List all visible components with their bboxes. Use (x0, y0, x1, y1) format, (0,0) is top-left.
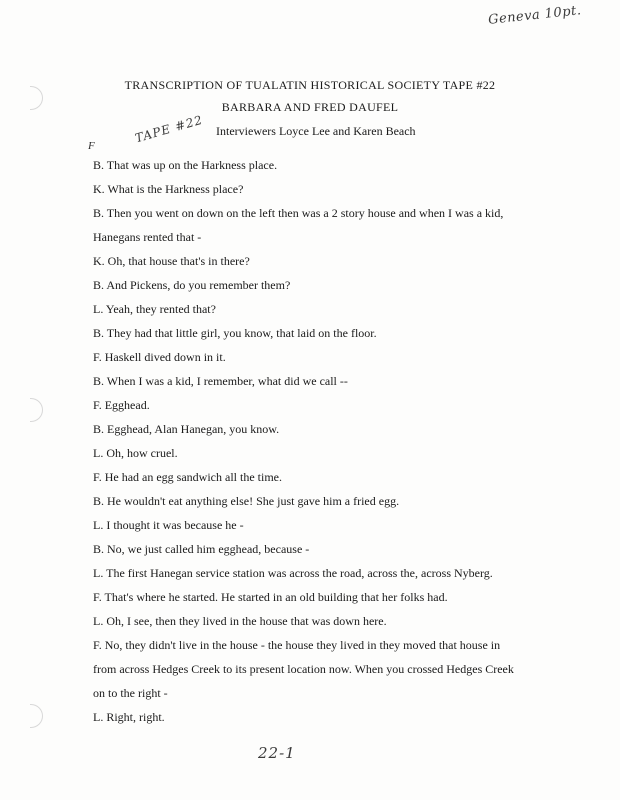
transcript-line: B. That was up on the Harkness place. (93, 158, 278, 172)
transcript-line: K. What is the Harkness place? (93, 182, 244, 196)
transcript-body (93, 153, 583, 729)
transcript-line: L. Oh, how cruel. (93, 446, 178, 460)
transcript-line: L. The first Hanegan service station was across the road, across the, across Nyberg. (93, 566, 493, 580)
interviewee-names: BARBARA AND FRED DAUFEL (221, 100, 399, 114)
transcript-line: F. Haskell dived down in it. (93, 350, 226, 364)
transcript-line: B. When I was a kid, I remember, what did we call -- (93, 374, 348, 388)
punch-hole (30, 398, 43, 422)
transcript-line: F. Egghead. (93, 398, 150, 412)
transcript-line: K. Oh, that house that's in there? (93, 254, 250, 268)
transcript-line: B. He wouldn't eat anything else! She just gave him a fried egg. (93, 494, 400, 508)
transcript-line: L. Yeah, they rented that? (93, 302, 216, 316)
handwritten-page-number: 22-1 (258, 744, 296, 762)
transcript-line: Hanegans rented that - (93, 230, 202, 244)
document-title: TRANSCRIPTION OF TUALATIN HISTORICAL SOCIETY TAPE #22 (124, 78, 496, 92)
punch-hole (30, 704, 43, 728)
transcript-line: L. Oh, I see, then they lived in the house that was down here. (93, 614, 387, 628)
transcript-line: L. I thought it was because he - (93, 518, 244, 532)
handwritten-tape-label: TAPE #22 (133, 112, 205, 146)
handwritten-font-note: Geneva 10pt. (487, 3, 583, 28)
transcript-line: F. No, they didn't live in the house - the house they lived in they moved that house in (93, 638, 501, 652)
transcript-line: B. Then you went on down on the left then was a 2 story house and when I was a kid, (93, 206, 504, 220)
interviewers-line: Interviewers Loyce Lee and Karen Beach (216, 124, 416, 138)
transcript-line: B. No, we just called him egghead, because - (93, 542, 310, 556)
handwritten-speaker-correction: F (88, 140, 95, 152)
transcript-line: B. They had that little girl, you know, that laid on the floor. (93, 326, 377, 340)
transcript-line: B. Egghead, Alan Hanegan, you know. (93, 422, 280, 436)
transcript-line: F. He had an egg sandwich all the time. (93, 470, 282, 484)
transcript-line: L. Right, right. (93, 710, 165, 724)
transcript-line: F. That's where he started. He started in an old building that her folks had. (93, 590, 448, 604)
transcript-line: on to the right - (93, 686, 168, 700)
transcript-line: B. And Pickens, do you remember them? (93, 278, 291, 292)
transcript-line: from across Hedges Creek to its present location now. When you crossed Hedges Creek (93, 662, 514, 676)
